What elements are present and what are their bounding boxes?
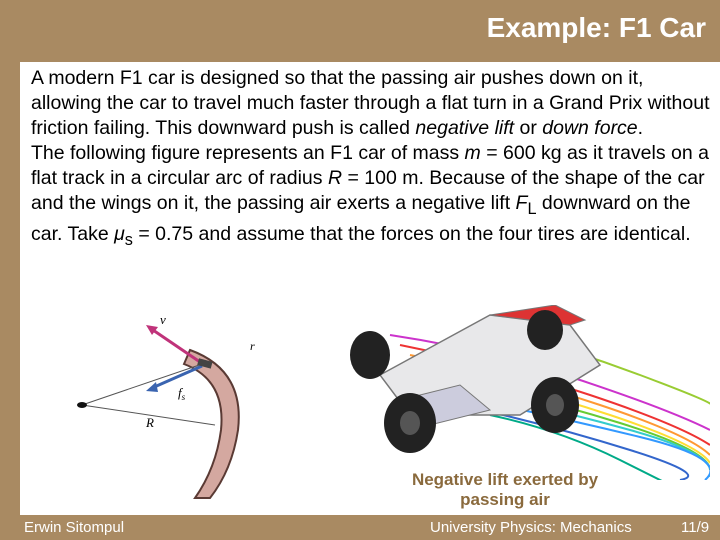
- paragraph-problem: The following figure represents an F1 car of mass m = 600 kg as it travels on a flat track in a circular arc of radius R = 100 m. Because of the shape of the car and the wings on it, the passing air exerts a negative lift $F_L$ downward on the car. Take $\mu_s = 0.75$ and assume that the forces on the four tires are identical.: [31, 142, 709, 249]
- footer-author: Erwin Sitompul: [24, 519, 125, 536]
- footer-course: University Physics: Mechanics: [430, 519, 632, 536]
- paragraph-intro: A modern F1 car is designed so that the passing air pushes down on it, allowing the car to travel much faster through a flat turn in a Grand Prix without friction failing. This downward push is called negative lift or down force.: [31, 67, 710, 139]
- slide-title: Example: F1 Car: [486, 12, 706, 43]
- f1-car-airflow-image: [340, 305, 710, 480]
- label-R: R: [146, 415, 154, 430]
- footer-page-number: 11/9: [681, 519, 710, 536]
- circular-track-diagram: [70, 310, 290, 500]
- friction-arrowhead: [146, 382, 158, 392]
- left-border: [0, 0, 20, 540]
- center-point: [77, 402, 87, 408]
- label-v: v: [160, 312, 166, 327]
- velocity-vector: [150, 328, 200, 362]
- label-fs: $f_s$: [178, 385, 186, 402]
- slide-body: [31, 66, 716, 253]
- f1-car: [350, 305, 600, 453]
- radius-line-r: [82, 362, 208, 405]
- friction-vector: [152, 366, 202, 388]
- label-r: r: [250, 339, 255, 353]
- image-caption: Negative lift exerted by passing air: [411, 470, 599, 509]
